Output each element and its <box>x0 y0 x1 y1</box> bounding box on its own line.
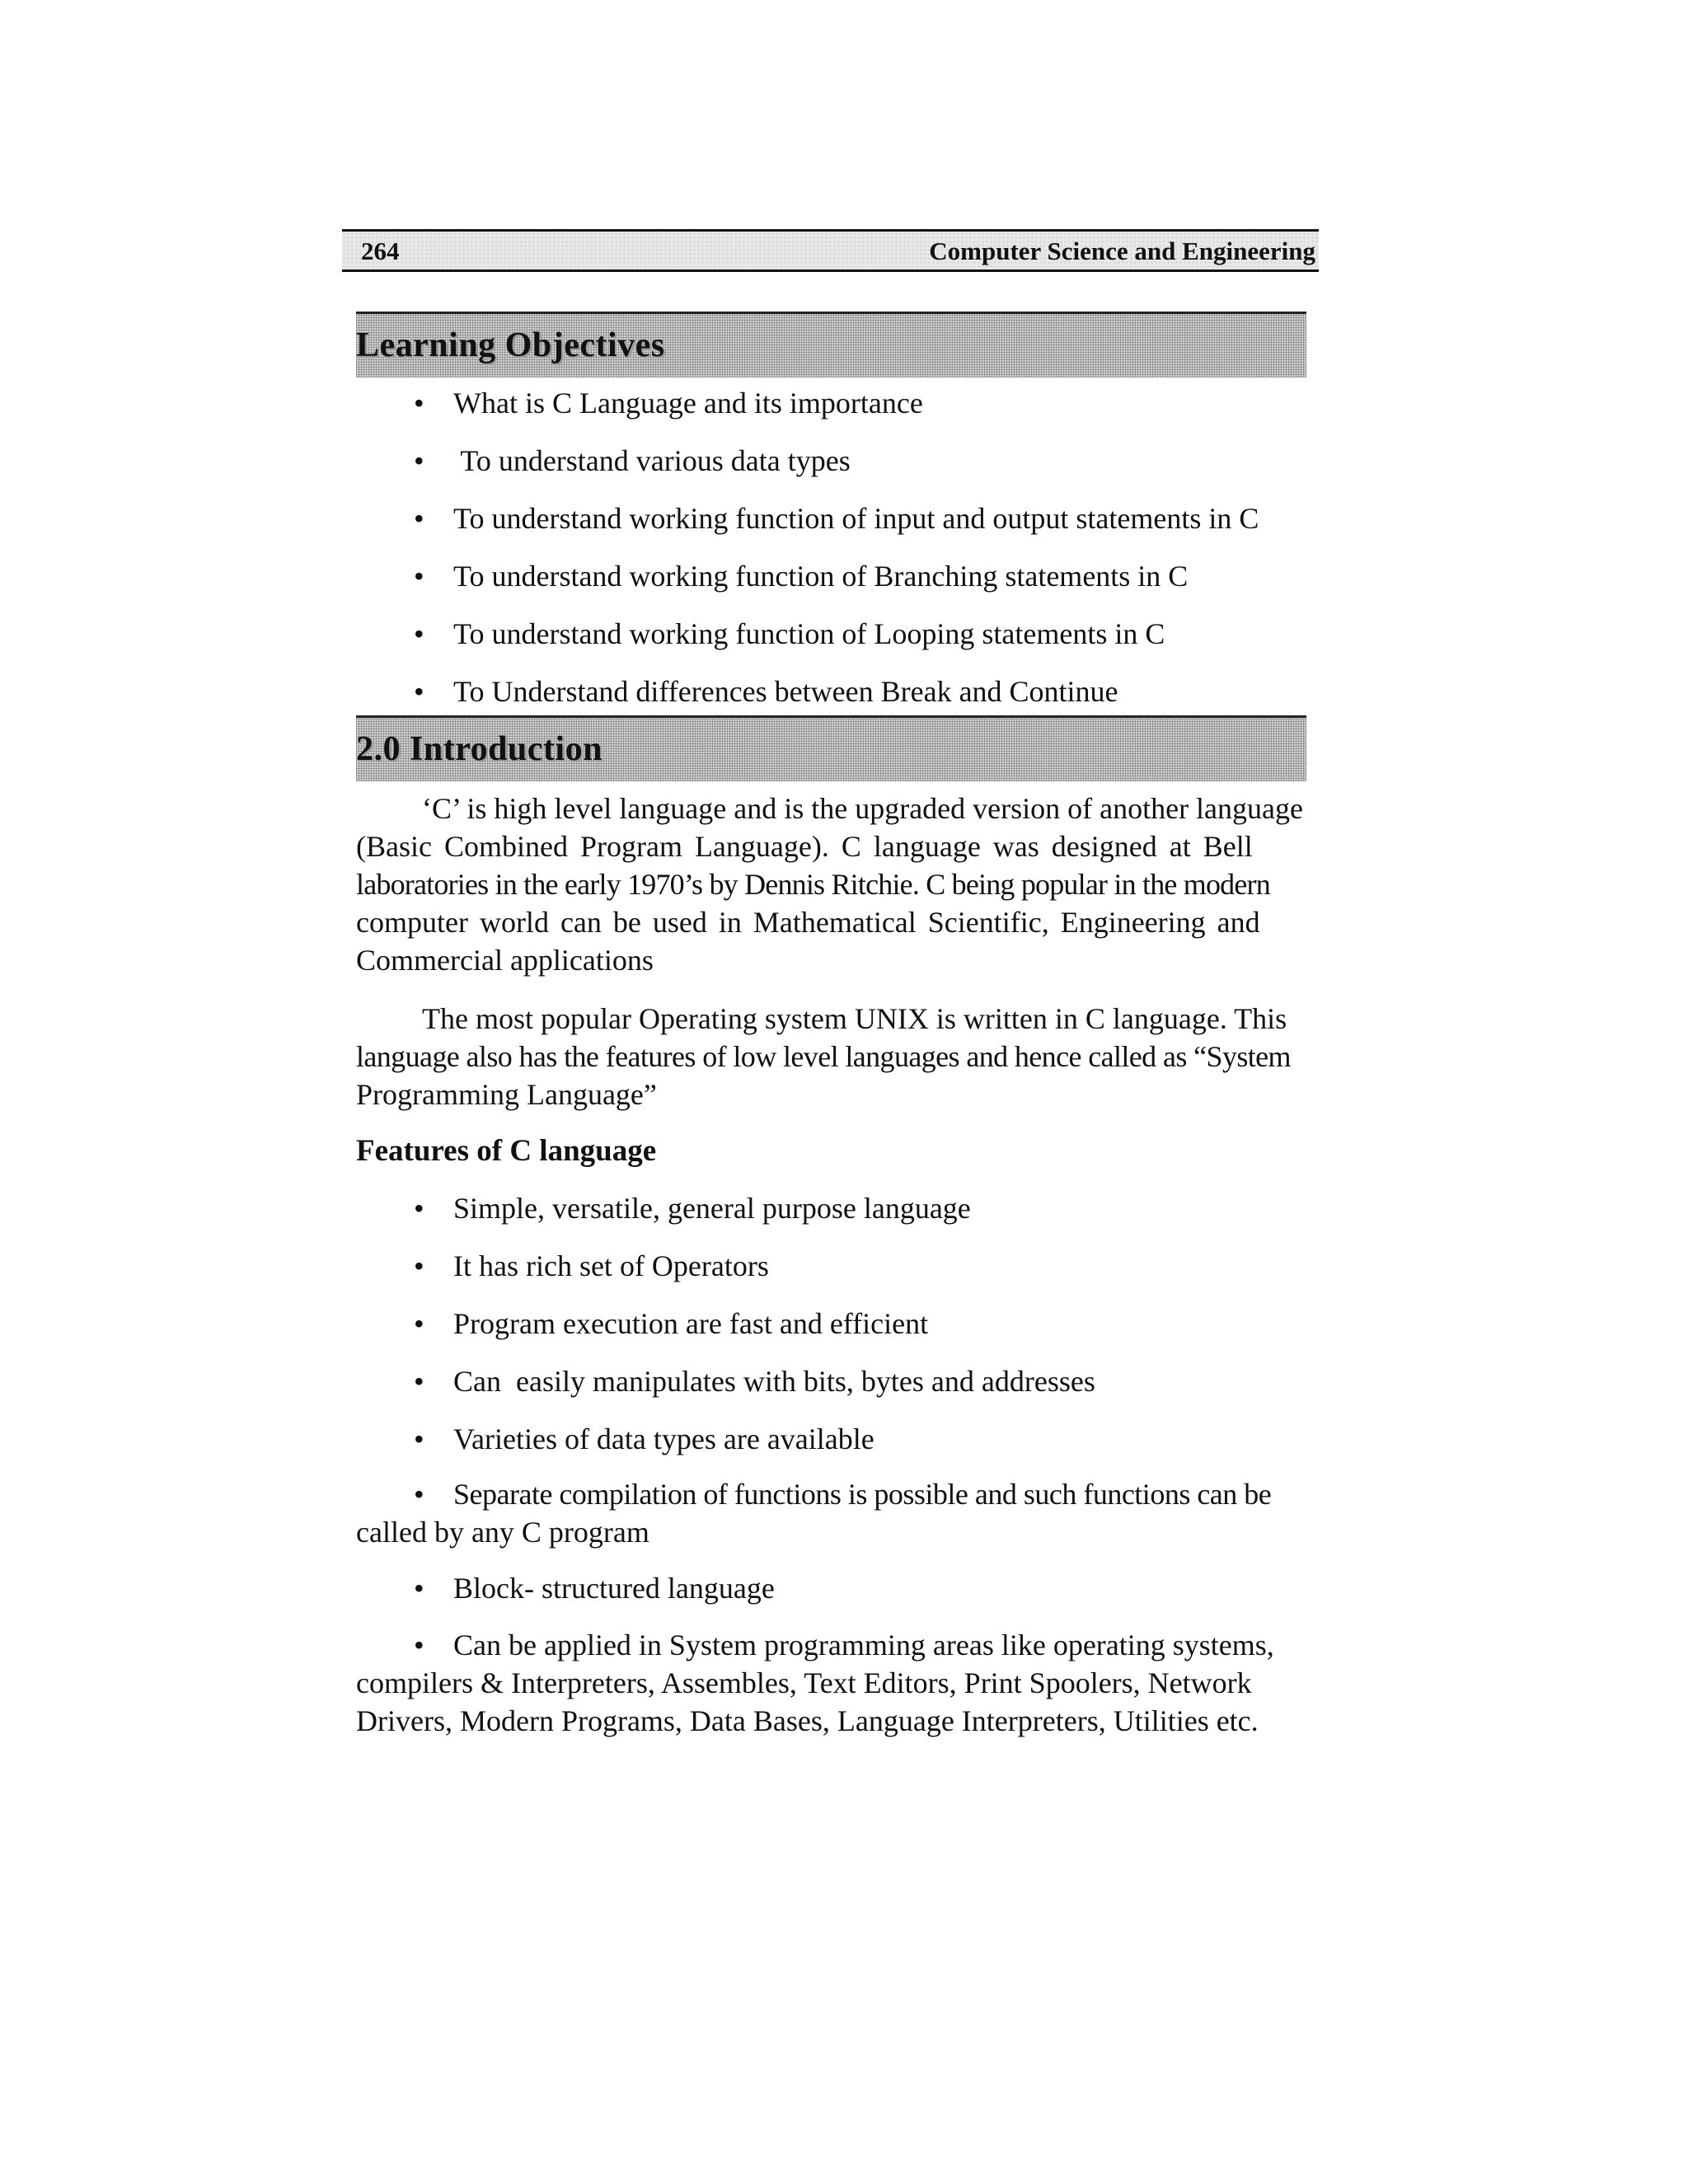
feature-item: • Varieties of data types are available <box>414 1422 874 1455</box>
objective-item: • To understand various data types <box>414 444 851 477</box>
feature-item-separate-compilation: • Separate compilation of functions is possible and such functions can be called by any C program <box>356 1475 1306 1551</box>
objective-item: • To understand working function of Looping statements in C <box>414 617 1165 650</box>
bullet-icon: • <box>414 502 424 535</box>
bullet-icon: • <box>414 1629 424 1661</box>
feature-item: • It has rich set of Operators <box>414 1249 769 1282</box>
text-line: Commercial applications <box>356 944 654 977</box>
feature-item: • Program execution are fast and efficient <box>414 1307 929 1340</box>
text-line: (Basic Combined Program Language). C language was designed at Bell <box>356 830 1253 863</box>
page-number: 264 <box>361 237 400 265</box>
bullet-icon: • <box>414 1572 424 1605</box>
bullet-icon: • <box>414 1478 424 1511</box>
introduction-heading: 2.0 Introduction <box>356 730 603 768</box>
text-line: ‘C’ is high level language and is the upgraded version of another language <box>422 792 1303 825</box>
bullet-icon: • <box>414 1365 424 1398</box>
feature-item-block-structured: • Block- structured language <box>414 1572 775 1605</box>
feature-item-system-programming: • Can be applied in System programming areas like operating systems, compilers & Interpreters, Assembles, Text Editors, Print Spoolers, Network Drivers, Modern Programs, Data Bases, Language Interpreters, Utilities etc. <box>356 1626 1306 1740</box>
page-header <box>342 229 1319 272</box>
text-line: laboratories in the early 1970’s by Dennis Ritchie. C being popular in the modern <box>356 868 1270 901</box>
bullet-icon: • <box>414 1307 424 1340</box>
bullet-icon: • <box>414 1249 424 1282</box>
features-heading: Features of C language <box>356 1134 657 1168</box>
bullet-icon: • <box>414 1192 424 1225</box>
bullet-icon: • <box>414 560 424 593</box>
feature-item: • Simple, versatile, general purpose language <box>414 1192 971 1225</box>
bullet-icon: • <box>414 617 424 650</box>
introduction-heading-bar <box>356 715 1306 781</box>
objective-item: • To understand working function of input and output statements in C <box>414 502 1259 535</box>
learning-objectives-heading-bar <box>356 312 1306 377</box>
objective-item: • What is C Language and its importance <box>414 387 923 419</box>
bullet-icon: • <box>414 444 424 477</box>
text-line: The most popular Operating system UNIX is written in C language. This <box>422 1002 1287 1035</box>
learning-objectives-heading: Learning Objectives <box>356 326 665 364</box>
text-line: language also has the features of low level languages and hence called as “System <box>356 1040 1291 1073</box>
bullet-icon: • <box>414 675 424 708</box>
bullet-icon: • <box>414 387 424 419</box>
text-line: Programming Language” <box>356 1078 657 1111</box>
text-line: computer world can be used in Mathematical Scientific, Engineering and <box>356 906 1260 939</box>
introduction-paragraph-1 <box>356 790 1306 979</box>
feature-item: • Can easily manipulates with bits, bytes and addresses <box>414 1365 1095 1398</box>
introduction-paragraph-2 <box>356 1000 1306 1113</box>
objective-item: • To understand working function of Branching statements in C <box>414 560 1189 593</box>
objective-item: • To Understand differences between Break and Continue <box>414 675 1118 708</box>
bullet-icon: • <box>414 1422 424 1455</box>
running-title: Computer Science and Engineering <box>929 237 1315 265</box>
